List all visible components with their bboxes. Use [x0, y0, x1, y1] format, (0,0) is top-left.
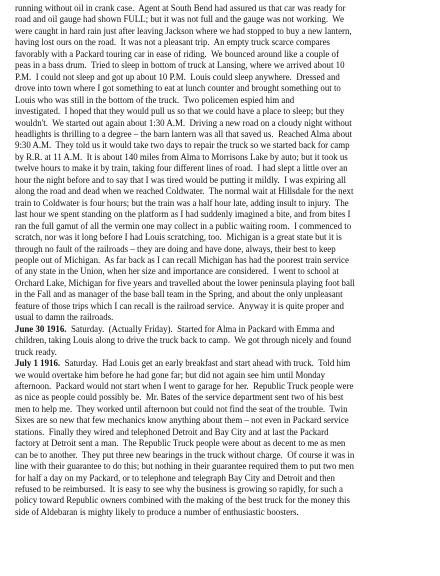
- entry-date-heading: July 1 1916.: [15, 358, 61, 369]
- text-line: peas in a bass drum. Tried to sleep in bottom of truck at Lansing, where we arrived about 10: [15, 60, 345, 71]
- text-line: road and oil gauge had shown FULL; but it was not full and the gauge was not working. We: [15, 14, 344, 25]
- text-line: along the road and dead when we reached Coldwater. The normal wait at Hillsdale for the next: [15, 186, 354, 197]
- text-line: headlights is thrilling to a degree – the barn lantern was all that saved us. Reached Alma about: [15, 128, 352, 139]
- text-line: truck ready.: [15, 346, 57, 357]
- text-line: side of Aldebaran is mighty likely to produce a number of enthusiastic boosters.: [15, 506, 299, 517]
- text-line: wouldn't. We started out again about 1:30 A.M. Driving a new road on a cloudy night without: [15, 117, 352, 128]
- text-line: can be to another. They put three new bearings in the truck without charge. Of course it was in: [15, 449, 355, 460]
- diary-entry-continuation: [15, 3, 430, 324]
- text-line: favorably with a Packard touring car in ease of riding. We bounced around like a couple of: [15, 48, 339, 59]
- text-line: [15, 324, 430, 335]
- text-line: stations. Finally they wired and telephoned Detroit and Bay City and at last the Packard: [15, 426, 329, 437]
- text-line: of any state in the Union, when her size and importance are considered. I went to school at: [15, 266, 339, 277]
- text-line: line with their guarantee to do this; but nothing in their guarantee required them to put two men: [15, 461, 354, 472]
- text-line: policy toward Republic owners combined with the making of the best truck for the money this: [15, 495, 350, 506]
- text-line: drove into town where I got something to eat at lunch counter and brought something out to: [15, 83, 341, 94]
- text-line: Louis who was still in the bottom of the truck. Two policemen espied him and: [15, 94, 295, 105]
- text-line: were caught in hard rain just after leaving Jackson where we had stopped to buy a new lantern,: [15, 25, 352, 36]
- text-line: having lost ours on the road. It was not a pleasant trip. An empty truck scarce compares: [15, 37, 330, 48]
- text-line: 9:30 A.M. They told us it would take two days to repair the truck so we started back for camp: [15, 140, 350, 151]
- text-line: usual to damn the railroads.: [15, 312, 114, 323]
- text-line: P.M. I could not sleep and got up about 10 P.M. Louis could sleep anywhere. Dressed and: [15, 71, 340, 82]
- text-line: last hour we spent standing on the platform as I had suddenly imagined a bite, and from bites I: [15, 209, 351, 220]
- text-line: afternoon. Packard would not start when I went to garage for her. Republic Truck people were: [15, 380, 354, 391]
- text-line: through no fault of the railroads – they are doing and have done, always, their best to keep: [15, 243, 336, 254]
- text-line: twelve hours to make it by train, taking four different lines of road. I had slept a little over an: [15, 163, 348, 174]
- diary-entry-june-30-1916: [15, 324, 430, 358]
- text-line: scratch, nor was it long before I had Louis scratching, too. Michigan is a great state but it is: [15, 232, 342, 243]
- text-line: factory at Detroit sent a man. The Republic Truck people were about as decent to me as men: [15, 438, 346, 449]
- text-line: train to Coldwater is four hours; but the train was a half hour late, adding insult to injury. The: [15, 197, 349, 208]
- entry-text: Saturday. (Actually Friday). Started for Alma in Packard with Emma and: [66, 323, 335, 334]
- text-line: in the Fall and as manager of the base ball team in the Spring, and about the only unpleasant: [15, 289, 343, 300]
- text-line: as nice as people could possibly be. Mr. Bates of the service department sent two of his best: [15, 392, 344, 403]
- entry-date-heading: June 30 1916.: [15, 323, 67, 334]
- text-line: [15, 358, 430, 369]
- text-line: running without oil in crank case. Agent at South Bend had assured us that car was ready for: [15, 3, 346, 13]
- text-line: ran the full gamut of all the vermin one may collect in a public waiting room. I commenced to: [15, 220, 352, 231]
- text-line: we would overtake him before he had gone far; but did not again see him until Monday: [15, 369, 326, 380]
- text-line: children, taking Louis along to drive the truck back to camp. We got through nicely and found: [15, 335, 352, 346]
- text-line: by R.R. at 11 A.M. It is about 140 miles from Alma to Morrisons Lake by auto; but it took us: [15, 151, 348, 162]
- text-line: Orchard Lake, Michigan for five years and travelled about the lower peninsula playing foot ball: [15, 277, 355, 288]
- text-line: men to help me. They worked until afternoon but could not find the seat of the trouble. Twin: [15, 403, 348, 414]
- text-line: Sixes are so new that few mechanics know anything about them – not even in Packard service: [15, 415, 349, 426]
- text-line: investigated. I hoped that they would pull us so that we could have a place to sleep; but they: [15, 106, 345, 117]
- text-line: people out of Michigan. As far back as I can recall Michigan has had the poorest train service: [15, 254, 349, 265]
- entry-text: Saturday. Had Louis get an early breakfast and start ahead with truck. Told him: [60, 358, 351, 369]
- text-line: refused to be reimbursed. It is easy to see why the business is growing so rapidly, for such a: [15, 484, 343, 495]
- diary-entry-july-1-1916: [15, 358, 430, 518]
- text-line: feature of those trips which I can recall is the railroad service. Anyway it is quite proper and: [15, 300, 344, 311]
- text-line: for half a day on my Packard, or to telephone and telegraph Bay City and Detroit and then: [15, 472, 335, 483]
- text-line: hour the night before and to say that I was tired would be putting it mildly. I was expiring all: [15, 174, 346, 185]
